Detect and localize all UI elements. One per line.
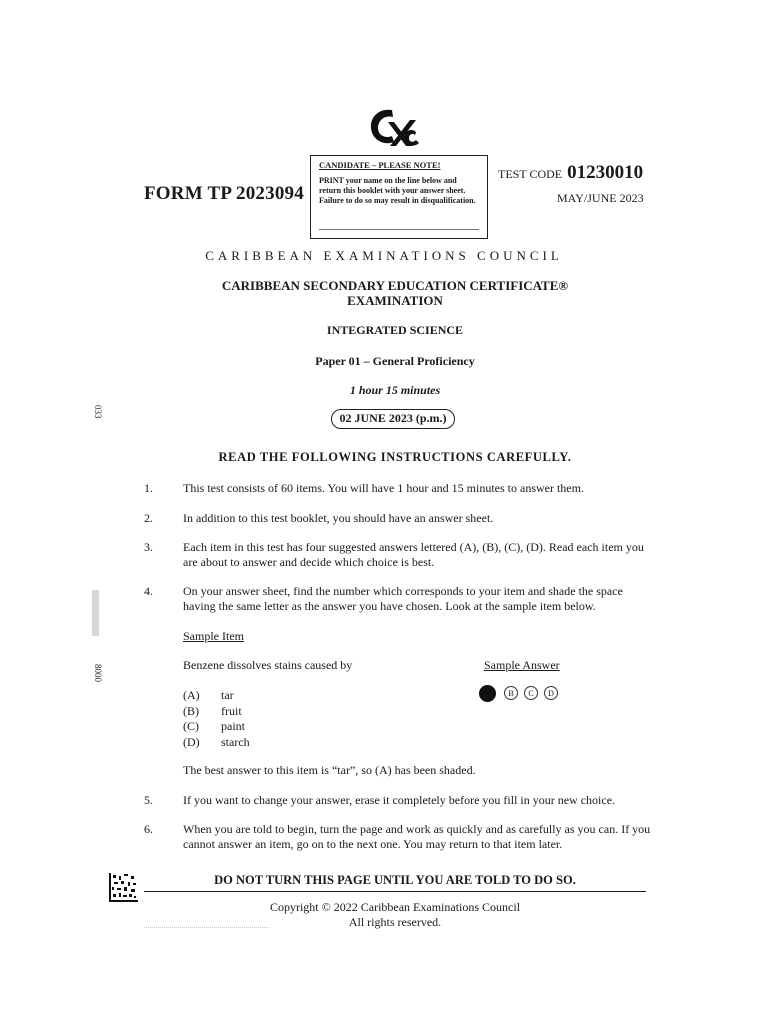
instruction-text: When you are told to begin, turn the page and work as quickly and as carefully as you can. If you cannot answer an item, go on to the next one. You may return to that item later.: [183, 822, 651, 851]
option-letter: (B): [183, 703, 199, 718]
option-text: fruit: [221, 703, 242, 718]
faint-divider: [144, 927, 269, 928]
instructions-heading: READ THE FOLLOWING INSTRUCTIONS CAREFULLY.: [218, 450, 572, 464]
margin-code-bottom: 8000: [93, 664, 103, 682]
option-text: starch: [221, 734, 250, 749]
paper-title: Paper 01 – General Proficiency: [315, 354, 475, 368]
instruction-number: 5.: [144, 793, 153, 807]
form-number: FORM TP 2023094: [144, 183, 304, 204]
exam-duration: 1 hour 15 minutes: [349, 383, 441, 397]
option-row: [183, 688, 250, 704]
answer-bubble-a-shaded: [479, 685, 496, 702]
do-not-turn-notice: DO NOT TURN THIS PAGE UNTIL YOU ARE TOLD TO DO SO.: [214, 873, 576, 887]
sample-answer-bubbles: [479, 683, 569, 703]
instruction-number: 3.: [144, 540, 153, 554]
instruction-text: In addition to this test booklet, you should have an answer sheet.: [183, 511, 494, 525]
cxc-logo-icon: [362, 106, 422, 152]
sample-answer-title: Sample Answer: [484, 658, 560, 672]
option-row: [183, 704, 250, 720]
candidate-note-box: [310, 155, 488, 239]
instruction-text: If you want to change your answer, erase it completely before you fill in your new choice.: [183, 793, 616, 807]
option-text: tar: [221, 688, 234, 702]
instruction-number: 4.: [144, 584, 153, 598]
certificate-line: CARIBBEAN SECONDARY EDUCATION CERTIFICATE®: [221, 278, 569, 293]
examination-line: EXAMINATION: [347, 293, 443, 308]
margin-code-top: 033: [93, 405, 103, 419]
test-code: [498, 162, 643, 184]
instruction-text: On your answer sheet, find the number which corresponds to your item and shade the space having the same letter as the answer you have chosen. Look at the sample item below.: [183, 584, 623, 613]
certificate-title: [0, 278, 768, 308]
subject-title: INTEGRATED SCIENCE: [326, 323, 464, 337]
note-text: PRINT your name on the line below and return this booklet with your answer sheet. Failure to do so may result in disqualification.: [319, 176, 476, 205]
copyright-block: [0, 900, 768, 930]
candidate-name-line: [319, 229, 479, 230]
instruction-number: 6.: [144, 822, 153, 836]
rights-line: All rights reserved.: [348, 915, 442, 929]
answer-bubble-c: C: [524, 686, 538, 700]
sample-question: Benzene dissolves stains caused by: [183, 658, 353, 672]
option-row: [183, 719, 250, 735]
footer-divider: [144, 891, 646, 892]
option-letter: (A): [183, 688, 200, 702]
test-code-value: 01230010: [567, 162, 644, 183]
council-name: CARIBBEAN EXAMINATIONS COUNCIL: [205, 248, 563, 263]
copyright-line: Copyright © 2022 Caribbean Examinations Council: [269, 900, 521, 914]
option-row: [183, 735, 250, 751]
instruction-number: 1.: [144, 481, 153, 495]
sample-item-title: Sample Item: [183, 629, 244, 643]
exam-session: MAY/JUNE 2023: [557, 191, 644, 205]
test-code-label: TEST CODE: [498, 167, 563, 181]
option-letter: (C): [183, 719, 199, 733]
instruction-text: This test consists of 60 items. You will have 1 hour and 15 minutes to answer them.: [183, 481, 584, 495]
instruction-text: Each item in this test has four suggested answers lettered (A), (B), (C), (D). Read each item you are about to answer and decide which choice is best.: [183, 540, 644, 569]
note-title: CANDIDATE – PLEASE NOTE!: [319, 160, 441, 170]
exam-date: 02 JUNE 2023 (p.m.): [331, 409, 455, 429]
instruction-number: 2.: [144, 511, 153, 525]
best-answer-text: The best answer to this item is “tar”, so (A) has been shaded.: [183, 763, 476, 777]
option-text: paint: [221, 719, 245, 733]
answer-bubble-d: D: [544, 686, 558, 700]
option-letter: (D): [183, 734, 200, 749]
sample-options: [183, 688, 250, 750]
margin-bar: [92, 590, 99, 636]
answer-bubble-b: B: [504, 686, 518, 700]
